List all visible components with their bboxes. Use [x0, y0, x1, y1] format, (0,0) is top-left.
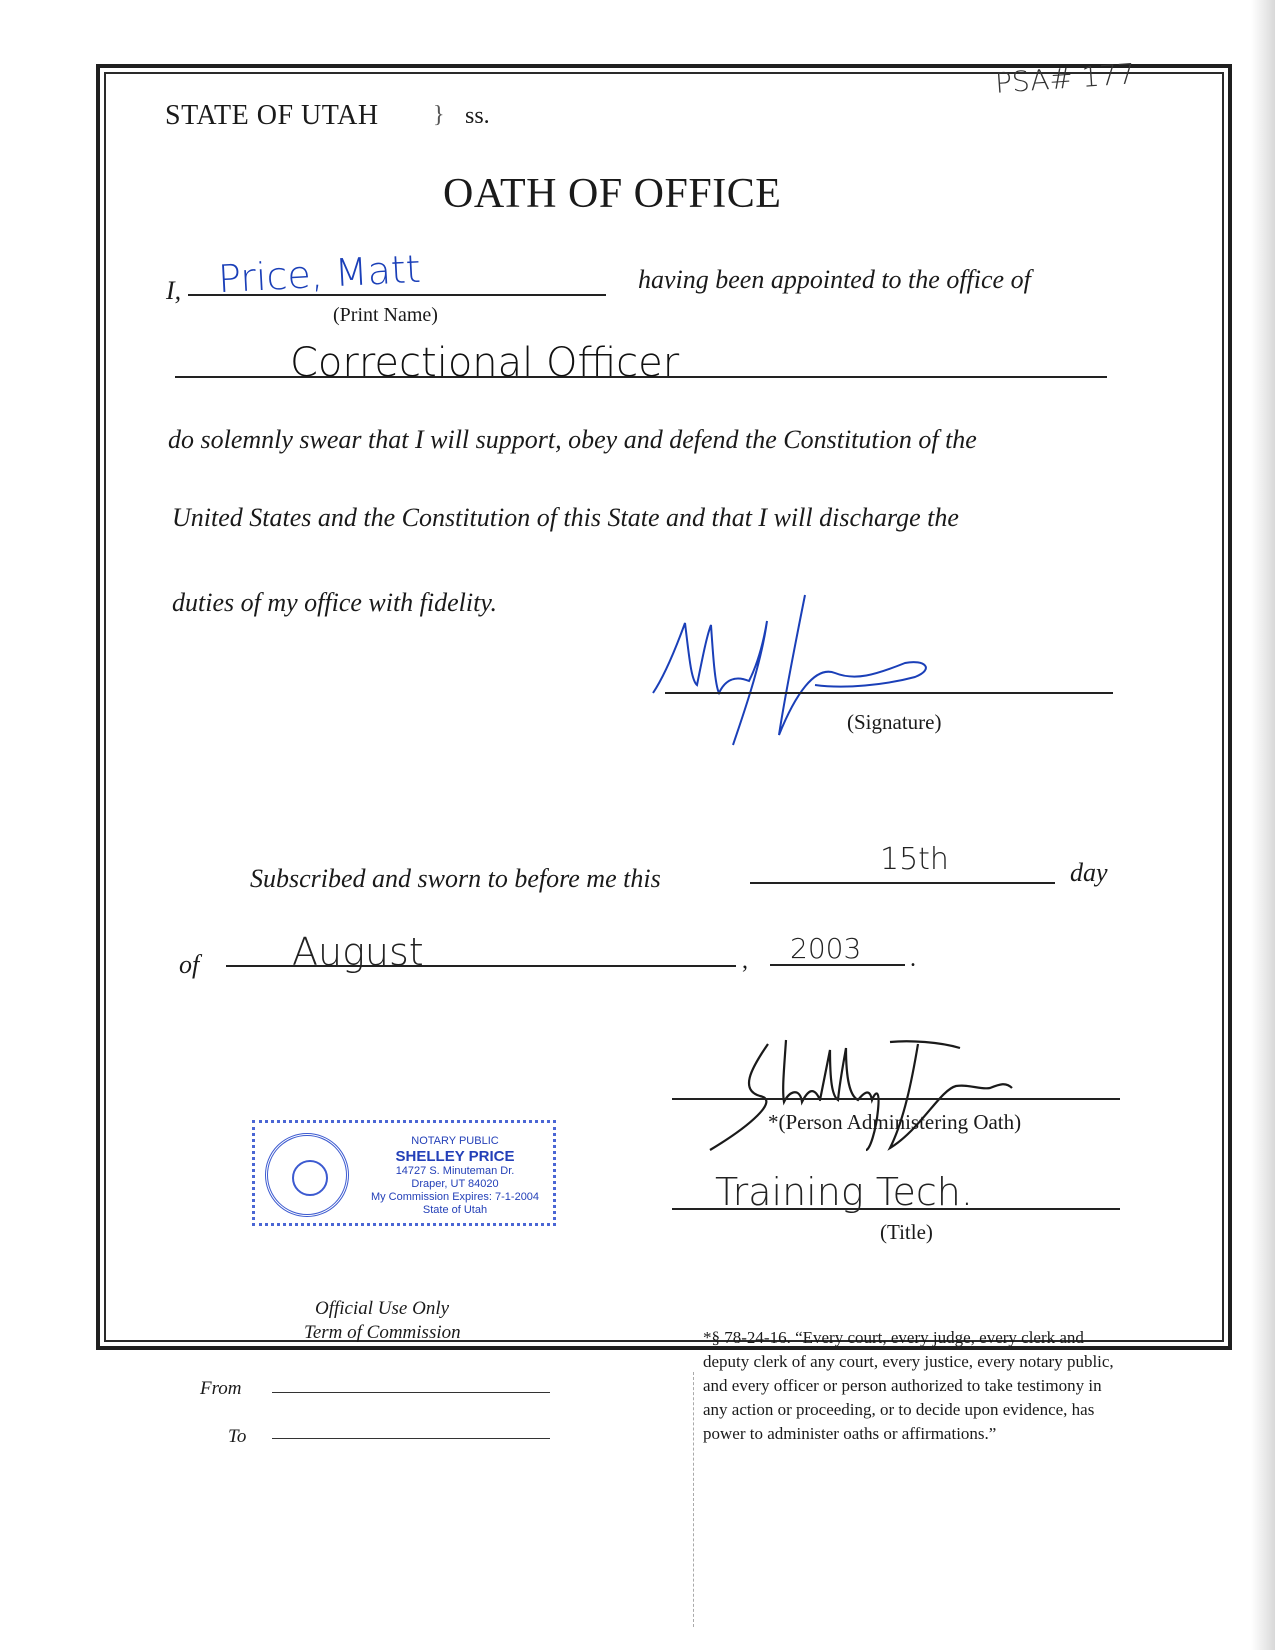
state-heading: STATE OF UTAH — [165, 100, 379, 131]
footnote-line-4: any action or proceeding, or to decide upon evidence, has — [703, 1400, 1095, 1419]
state-seal-icon — [265, 1133, 349, 1217]
footer-divider — [693, 1372, 694, 1627]
year-period: . — [910, 946, 916, 972]
form-number-annotation: PSA# 177 — [994, 57, 1137, 100]
of-word: of — [179, 950, 200, 979]
oath-prefix: I, — [166, 276, 182, 305]
term-of-commission-heading: Term of Commission — [304, 1322, 461, 1343]
notary-street: 14727 S. Minuteman Dr. — [395, 1165, 515, 1177]
title-label: (Title) — [880, 1220, 933, 1244]
signature-line — [665, 692, 1113, 694]
to-label: To — [228, 1426, 247, 1447]
notary-commission: My Commission Expires: 7-1-2004 — [370, 1191, 540, 1203]
page-title: OATH OF OFFICE — [443, 171, 782, 217]
appointed-text: having been appointed to the office of — [638, 265, 1031, 294]
year-value: 2003 — [790, 932, 862, 965]
page-edge-shadow — [1251, 0, 1275, 1650]
administrator-signature — [690, 1030, 1030, 1160]
print-name-value: Price, Matt — [216, 246, 422, 302]
seal-center — [292, 1160, 328, 1196]
month-comma: , — [742, 948, 748, 974]
from-label: From — [200, 1378, 242, 1399]
administrator-line — [672, 1098, 1120, 1100]
notary-stamp-text — [355, 1135, 555, 1217]
notary-city: Draper, UT 84020 — [411, 1178, 499, 1190]
footnote-line-2: deputy clerk of any court, every justice, every notary public, — [703, 1352, 1114, 1371]
brace: } — [433, 102, 445, 128]
notary-public-label: NOTARY PUBLIC — [411, 1135, 499, 1147]
from-line — [272, 1392, 550, 1393]
notary-name: SHELLEY PRICE — [395, 1148, 515, 1165]
day-value: 15th — [880, 842, 949, 877]
footnote-line-3: and every officer or person authorized to take testimony in — [703, 1376, 1102, 1395]
office-value: Correctional Officer — [290, 340, 680, 386]
footnote-line-1: *§ 78-24-16. “Every court, every judge, every clerk and — [703, 1328, 1084, 1347]
signature-label: (Signature) — [847, 710, 942, 734]
oath-body-line-3: duties of my office with fidelity. — [172, 588, 497, 617]
official-use-heading: Official Use Only — [315, 1298, 450, 1319]
notary-stamp — [252, 1120, 556, 1226]
oath-body-line-2: United States and the Constitution of this State and that I will discharge the — [172, 503, 959, 532]
ss-label: ss. — [465, 103, 490, 129]
print-name-label: (Print Name) — [333, 304, 438, 326]
sworn-text: Subscribed and sworn to before me this — [250, 864, 661, 893]
day-word: day — [1070, 858, 1108, 887]
notary-state: State of Utah — [422, 1204, 488, 1216]
footnote-line-5: power to administer oaths or affirmations.” — [703, 1424, 997, 1443]
to-line — [272, 1438, 550, 1439]
title-value: Training Tech. — [715, 1170, 973, 1214]
day-line — [750, 882, 1055, 884]
administrator-label: *(Person Administering Oath) — [768, 1110, 1022, 1134]
month-value: August — [292, 930, 424, 974]
oath-body-line-1: do solemnly swear that I will support, obey and defend the Constitution of the — [168, 425, 977, 454]
